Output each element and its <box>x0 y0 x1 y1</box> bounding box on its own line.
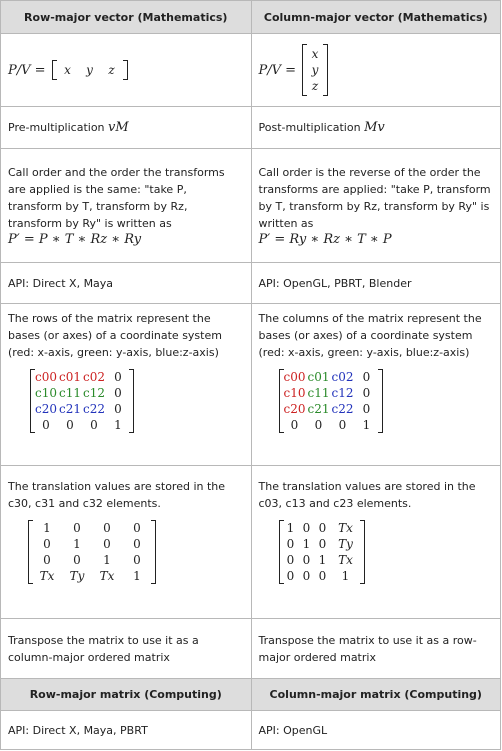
api-row-major-cell <box>0 262 251 303</box>
matrix-entry: 0 <box>286 569 295 583</box>
matrix-entry: 1 <box>103 553 111 567</box>
transpose-left-text: Transpose the matrix to use it as a column-major ordered matrix <box>8 633 199 664</box>
call-order-left-cell <box>0 148 251 262</box>
row-vector-z: z <box>108 63 115 77</box>
matrix-entry: 0 <box>66 418 74 432</box>
matrix-entry: 0 <box>318 537 327 551</box>
matrix-entry: c12 <box>331 386 354 400</box>
header-column-major-matrix: Column-major matrix (Computing) <box>251 678 502 710</box>
matrix-entry: 0 <box>362 402 371 416</box>
computing-header-row <box>0 678 501 710</box>
column-vector-cell <box>251 33 502 106</box>
matrix-entry: Tx <box>99 569 115 583</box>
matrix-entry: 0 <box>302 521 311 535</box>
matrix-entry: c00 <box>35 370 57 384</box>
matrix-entry: 1 <box>302 537 311 551</box>
translation-left-text: The translation values are stored in the c30, c31 and c32 elements. <box>8 480 226 510</box>
api-computing-right-text: API: OpenGL <box>258 723 328 737</box>
matrix-entry: 1 <box>286 521 295 535</box>
post-multiplication-cell <box>251 106 502 148</box>
matrix-entry: c20 <box>35 402 57 416</box>
matrix-entry: 0 <box>103 521 111 535</box>
bases-left-cell <box>0 303 251 465</box>
matrix-entry: c21 <box>59 402 81 416</box>
matrix-entry: 0 <box>133 553 141 567</box>
translation-right-text: The translation values are stored in the c03, c13 and c23 elements. <box>258 480 476 510</box>
bases-right-text: The columns of the matrix represent the bases (or axes) of a coordinate system (red: x-axis, green: y-axis, blue:z-axis) <box>258 312 482 359</box>
column-vector-prefix: P/V = <box>258 62 297 78</box>
vector-row <box>0 33 501 106</box>
row-vector-x: x <box>64 63 71 77</box>
call-order-right-cell <box>251 148 502 262</box>
matrix-entry: 1 <box>362 418 371 432</box>
header-column-major-vector: Column-major vector (Mathematics) <box>251 0 502 33</box>
matrix-entry: Tx <box>338 521 353 535</box>
matrix-entry: 0 <box>43 537 51 551</box>
transpose-left-cell <box>0 618 251 678</box>
matrix-entry: c11 <box>307 386 330 400</box>
matrix-entry: c21 <box>307 402 330 416</box>
call-order-row <box>0 148 501 262</box>
translation-row <box>0 465 501 618</box>
matrix-entry: 0 <box>73 521 81 535</box>
matrix-entry: c22 <box>331 402 354 416</box>
call-order-right-equation: P′ = Ry ∗ Rz ∗ T ∗ P <box>258 232 392 247</box>
call-order-left-equation: P′ = P ∗ T ∗ Rz ∗ Ry <box>8 232 142 247</box>
translation-right-cell <box>251 465 502 618</box>
row-vector-cell <box>0 33 251 106</box>
multiplication-row <box>0 106 501 148</box>
matrix-entry: 1 <box>318 553 327 567</box>
matrix-entry: c22 <box>83 402 105 416</box>
api-computing-row <box>0 710 501 750</box>
matrix-entry: 1 <box>114 418 122 432</box>
table-header-row <box>0 0 501 33</box>
matrix-entry: 0 <box>362 370 371 384</box>
pre-multiplication-math: vM <box>108 120 129 135</box>
matrix-entry: 1 <box>73 537 81 551</box>
header-row-major-matrix: Row-major matrix (Computing) <box>0 678 251 710</box>
matrix-entry: Ty <box>338 537 353 551</box>
matrix-entry: Tx <box>338 553 353 567</box>
matrix-entry: 0 <box>114 402 122 416</box>
api-computing-left-cell <box>0 710 251 750</box>
api-computing-left-text: API: Direct X, Maya, PBRT <box>8 723 148 737</box>
matrix-entry: 0 <box>42 418 50 432</box>
matrix-entry: 0 <box>290 418 299 432</box>
matrix-entry: 0 <box>286 553 295 567</box>
matrix-entry: Ty <box>69 569 85 583</box>
column-vector-y: y <box>311 63 319 77</box>
matrix-entry: c10 <box>35 386 57 400</box>
api-math-row <box>0 262 501 303</box>
api-column-major-text: API: OpenGL, PBRT, Blender <box>258 276 412 290</box>
post-multiplication-label: Post-multiplication <box>258 121 361 134</box>
matrix-entry: 0 <box>362 386 371 400</box>
bases-row <box>0 303 501 465</box>
matrix-entry: 1 <box>43 521 51 535</box>
matrix-entry: c01 <box>59 370 81 384</box>
matrix-entry: 1 <box>133 569 141 583</box>
matrix-entry: 0 <box>133 521 141 535</box>
post-multiplication-math: Mv <box>364 120 385 135</box>
matrix-entry: 0 <box>286 537 295 551</box>
matrix-entry: c10 <box>283 386 306 400</box>
row-vector-y: y <box>86 63 93 77</box>
matrix-entry: 0 <box>302 569 311 583</box>
pre-multiplication-cell <box>0 106 251 148</box>
matrix-entry: 0 <box>133 537 141 551</box>
matrix-entry: c02 <box>83 370 105 384</box>
column-vector-matrix <box>302 44 328 96</box>
matrix-entry: c12 <box>83 386 105 400</box>
header-row-major-vector: Row-major vector (Mathematics) <box>0 0 251 33</box>
bases-left-matrix <box>30 369 134 433</box>
matrix-entry: c02 <box>331 370 354 384</box>
translation-left-matrix <box>28 520 156 584</box>
matrix-entry: Tx <box>39 569 55 583</box>
bases-left-text: The rows of the matrix represent the bases (or axes) of a coordinate system (red: x-axis, green: y-axis, blue:z-axis) <box>8 312 222 359</box>
transpose-row <box>0 618 501 678</box>
translation-right-matrix <box>279 520 365 584</box>
pre-multiplication-label: Pre-multiplication <box>8 121 105 134</box>
call-order-right-text: Call order is the reverse of the order the transforms are applied: "take P, transform by T, transform by Rz, transform by Ry" is written as <box>258 166 491 230</box>
matrix-entry: 0 <box>73 553 81 567</box>
transpose-right-cell <box>251 618 502 678</box>
row-vector-matrix <box>52 60 128 80</box>
api-computing-right-cell <box>251 710 502 750</box>
matrix-entry: 0 <box>318 569 327 583</box>
column-vector-x: x <box>311 47 319 61</box>
matrix-entry: c20 <box>283 402 306 416</box>
bases-right-matrix <box>279 369 383 433</box>
matrix-entry: 1 <box>341 569 350 583</box>
matrix-entry: 0 <box>114 386 122 400</box>
matrix-entry: 0 <box>43 553 51 567</box>
api-row-major-text: API: Direct X, Maya <box>8 276 114 290</box>
matrix-entry: c11 <box>59 386 81 400</box>
matrix-entry: 0 <box>338 418 347 432</box>
matrix-entry: c00 <box>283 370 306 384</box>
matrix-entry: 0 <box>90 418 98 432</box>
transpose-right-text: Transpose the matrix to use it as a row-major ordered matrix <box>258 633 477 664</box>
row-vector-prefix: P/V = <box>8 62 46 78</box>
matrix-entry: 0 <box>114 370 122 384</box>
matrix-entry: 0 <box>318 521 327 535</box>
matrix-entry: 0 <box>103 537 111 551</box>
matrix-entry: c01 <box>307 370 330 384</box>
translation-left-cell <box>0 465 251 618</box>
call-order-left-text: Call order and the order the transforms are applied is the same: "take P, transform by T, transform by Rz, transform by Ry" is written as <box>8 166 225 230</box>
column-vector-z: z <box>311 79 319 93</box>
bases-right-cell <box>251 303 502 465</box>
matrix-entry: 0 <box>302 553 311 567</box>
matrix-entry: 0 <box>314 418 323 432</box>
api-column-major-cell <box>251 262 502 303</box>
